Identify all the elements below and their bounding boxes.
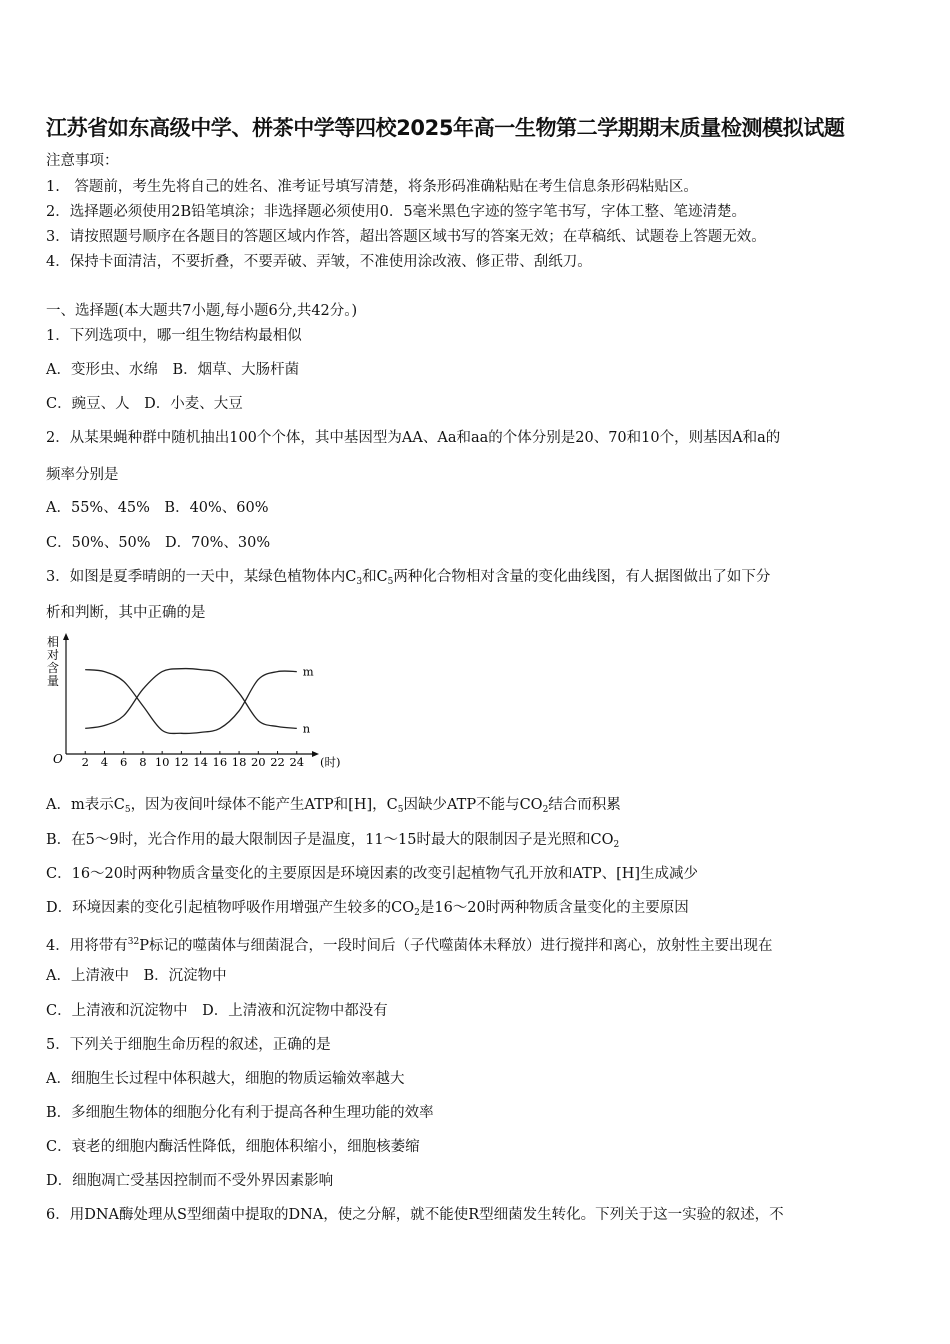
- notice-item-1: 1. 答题前，考生先将自己的姓名、准考证号填写清楚，将条形码准确粘贴在考生信息条形码粘贴区。: [46, 179, 698, 195]
- chart-x-tick-label: 18: [231, 755, 247, 769]
- notice-heading: 注意事项：: [46, 153, 119, 169]
- q3-stem-line1: 3．如图是夏季晴朗的一天中，某绿色植物体内$C_3$和$C_5$两种化合物相对含量的变化曲线图，有人据图做出了如下分: [46, 569, 771, 587]
- notice-item-3: 3．请按照题号顺序在各题目的答题区域内作答，超出答题区域书写的答案无效；在草稿纸、试题卷上答题无效。: [46, 229, 766, 245]
- q1-stem: 1．下列选项中，哪一组生物结构最相似: [46, 328, 302, 344]
- q3-curve-chart: [44, 632, 354, 772]
- chart-origin-label: O: [53, 752, 63, 766]
- chart-y-label: [47, 634, 59, 688]
- q3-option-a: A．m表示$C_5$，因为夜间叶绿体不能产生ATP和[H]，$C_5$因缺少ATP不能与$CO_2$结合而积累: [46, 797, 621, 815]
- q3-stem-line2: 析和判断，其中正确的是: [46, 605, 206, 621]
- q5-option-d: D．细胞凋亡受基因控制而不受外界因素影响: [46, 1173, 334, 1189]
- q2-options-cd: C．50%、50% D．70%、30%: [46, 535, 271, 551]
- chart-x-tick-label: 22: [270, 755, 285, 769]
- exam-title: 江苏省如东高级中学、栟茶中学等四校2025年高一生物第二学期期末质量检测模拟试题: [46, 116, 845, 140]
- q2-stem-line2: 频率分别是: [46, 467, 119, 483]
- q1-options-ab: A．变形虫、水绵 B．烟草、大肠杆菌: [46, 362, 300, 378]
- svg-text:相对含量: [47, 634, 59, 688]
- q5-stem: 5．下列关于细胞生命历程的叙述，正确的是: [46, 1037, 331, 1053]
- chart-y-label-char: 量: [47, 674, 60, 688]
- chart-x-tick-label: 16: [212, 755, 228, 769]
- chart-x-tick-label: 8: [139, 755, 147, 769]
- notice-item-2: 2．选择题必须使用2B铅笔填涂；非选择题必须使用0．5毫米黑色字迹的签字笔书写，字体工整、笔迹清楚。: [46, 204, 747, 220]
- chart-x-tick-label: 6: [120, 755, 128, 769]
- q5-option-a: A．细胞生长过程中体积越大，细胞的物质运输效率越大: [46, 1071, 405, 1087]
- q1-options-cd: C．豌豆、人 D．小麦、大豆: [46, 396, 243, 412]
- chart-y-label-char: 含: [47, 661, 60, 675]
- q4-stem: 4．用将带有$^{32}$P标记的噬菌体与细菌混合，一段时间后（子代噬菌体未释放）进行搅拌和离心，放射性主要出现在: [46, 937, 773, 954]
- series-n-line: [85, 669, 297, 729]
- q4-options-cd: C．上清液和沉淀物中 D．上清液和沉淀物中都没有: [46, 1003, 388, 1019]
- chart-x-arrow: [312, 751, 319, 757]
- chart-x-label: (时): [320, 755, 341, 769]
- series-n-label: n: [302, 721, 311, 736]
- q2-stem-line1: 2．从某果蝇种群中随机抽出100个个体，其中基因型为AA、Aa和aa的个体分别是20、70和10个，则基因A和a的: [46, 430, 781, 446]
- q2-options-ab: A．55%、45% B．40%、60%: [46, 500, 269, 516]
- chart-x-tick-label: 10: [154, 755, 170, 769]
- q4-options-ab: A．上清液中 B．沉淀物中: [46, 968, 227, 984]
- chart-x-tick-label: 12: [174, 755, 189, 769]
- q3-option-d: D．环境因素的变化引起植物呼吸作用增强产生较多的$CO_2$是16～20时两种物质含量变化的主要原因: [46, 900, 689, 918]
- chart-x-tick-label: 20: [250, 755, 266, 769]
- notice-item-4: 4．保持卡面清洁，不要折叠，不要弄破、弄皱，不准使用涂改液、修正带、刮纸刀。: [46, 254, 592, 270]
- section-heading: 一、选择题(本大题共7小题,每小题6分,共42分。): [46, 303, 358, 319]
- q3-option-c: C．16～20时两种物质含量变化的主要原因是环境因素的改变引起植物气孔开放和ATP、[H]生成减少: [46, 866, 699, 882]
- q6-stem: 6．用DNA酶处理从S型细菌中提取的DNA，使之分解，就不能使R型细菌发生转化。下列关于这一实验的叙述，不: [46, 1207, 784, 1223]
- chart-x-tick-label: 4: [100, 755, 109, 769]
- chart-y-label-char: 相: [47, 635, 60, 649]
- q5-option-b: B．多细胞生物体的细胞分化有利于提高各种生理功能的效率: [46, 1105, 434, 1121]
- q5-option-c: C．衰老的细胞内酶活性降低，细胞体积缩小，细胞核萎缩: [46, 1139, 420, 1155]
- series-m-label: m: [302, 664, 314, 679]
- q3-option-b: B．在5～9时，光合作用的最大限制因子是温度，11～15时最大的限制因子是光照和$CO_2$: [46, 832, 620, 850]
- chart-x-tick-label: 2: [81, 755, 89, 769]
- chart-y-arrow: [63, 633, 69, 640]
- chart-x-tick-label: 24: [289, 755, 305, 769]
- chart-x-tick-label: 14: [193, 755, 208, 769]
- chart-y-label-char: 对: [47, 648, 60, 662]
